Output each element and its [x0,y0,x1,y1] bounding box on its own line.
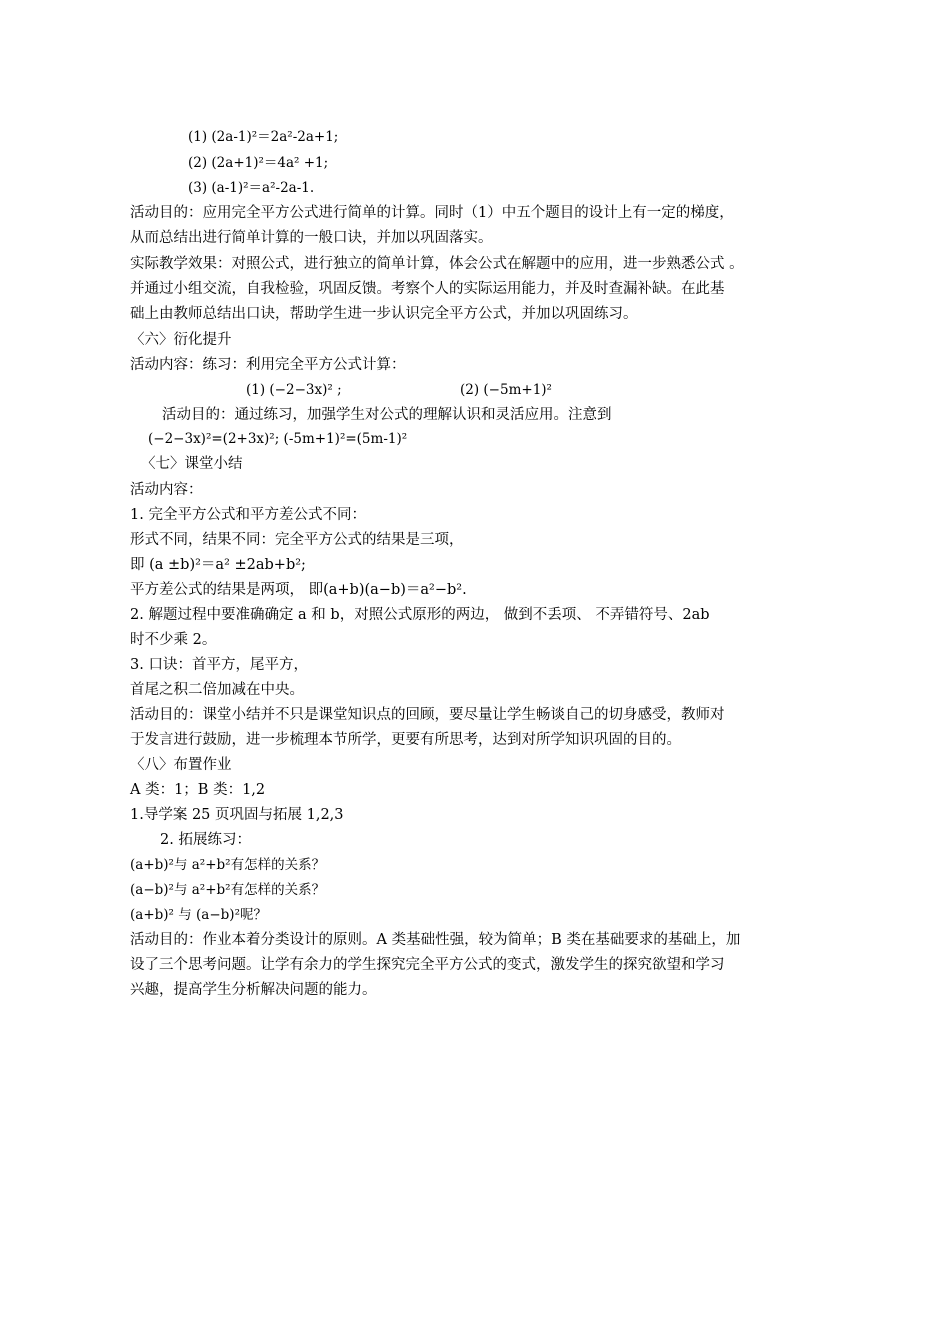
text-line: 兴趣，提高学生分析解决问题的能力。 [130,982,377,998]
text-line: 活动目的：应用完全平方公式进行简单的计算。同时（1）中五个题目的设计上有一定的梯度， [130,205,734,221]
text-line: 2. 拓展练习： [160,832,251,848]
text-line: 形式不同，结果不同：完全平方公式的结果是三项， [130,532,464,548]
text-line: 并通过小组交流，自我检验，巩固反馈。考察个人的实际运用能力，并及时查漏补缺。在此基 [130,281,725,297]
question-line: (a−b)²与 a²+b²有怎样的关系？ [130,882,326,898]
text-line: 活动内容：练习：利用完全平方公式计算： [130,357,406,373]
section-heading-7: 〈七〉课堂小结 [141,456,243,472]
text-line: 础上由教师总结出口诀，帮助学生进一步认识完全平方公式，并加以巩固练习。 [130,306,638,322]
text-line: 活动目的：通过练习，加强学生对公式的理解认识和灵活应用。注意到 [162,407,612,423]
text-line: A 类：1；B 类：1,2 [130,782,266,798]
text-line: 设了三个思考问题。让学有余力的学生探究完全平方公式的变式，激发学生的探究欲望和学习 [130,957,725,973]
section-heading-6: 〈六〉衍化提升 [130,332,232,348]
exercise-1: (1) (−2−3x)² ; [246,382,342,398]
text-line: 3. 口诀：首平方，尾平方， [130,657,308,673]
text-line: 活动目的：课堂小结并不只是课堂知识点的回顾，要尽量让学生畅谈自己的切身感受，教师对 [130,707,725,723]
text-line: 时不少乘 2。 [130,632,217,648]
text-line: 1.导学案 25 页巩固与拓展 1,2,3 [130,807,344,823]
text-line: 平方差公式的结果是两项， 即(a+b)(a−b)＝a²−b². [130,582,467,598]
equation-note: (−2−3x)²=(2+3x)²; (-5m+1)²=(5m-1)² [148,431,408,447]
text-line: 活动目的：作业本着分类设计的原则。A 类基础性强，较为简单；B 类在基础要求的基础上，加 [130,932,741,948]
exercise-2: (2) (−5m+1)² [460,382,552,398]
text-line: 首尾之积二倍加减在中央。 [130,682,304,698]
question-line: (a+b)² 与 (a−b)²呢？ [130,907,267,923]
section-heading-8: 〈八〉布置作业 [130,757,232,773]
text-line: 1. 完全平方公式和平方差公式不同： [130,507,366,523]
text-line: 2. 解题过程中要准确确定 a 和 b，对照公式原形的两边， 做到不丢项、 不弄错符号、2ab [130,607,710,623]
question-line: (a+b)²与 a²+b²有怎样的关系？ [130,857,326,873]
text-line: 即 (a ±b)²＝a² ±2ab+b²; [130,557,306,573]
text-line: 于发言进行鼓励，进一步梳理本节所学，更要有所思考，达到对所学知识巩固的目的。 [130,732,681,748]
text-line: 实际教学效果：对照公式，进行独立的简单计算，体会公式在解题中的应用，进一步熟悉公式 。 [130,256,744,272]
equation-3: (3) (a-1)²＝a²-2a-1. [188,180,315,196]
equation-1: (1) (2a-1)²＝2a²-2a+1; [188,129,339,145]
text-line: 活动内容： [130,482,203,498]
equation-2: (2) (2a+1)²＝4a² +1; [188,155,329,171]
text-line: 从而总结出进行简单计算的一般口诀，并加以巩固落实。 [130,230,493,246]
